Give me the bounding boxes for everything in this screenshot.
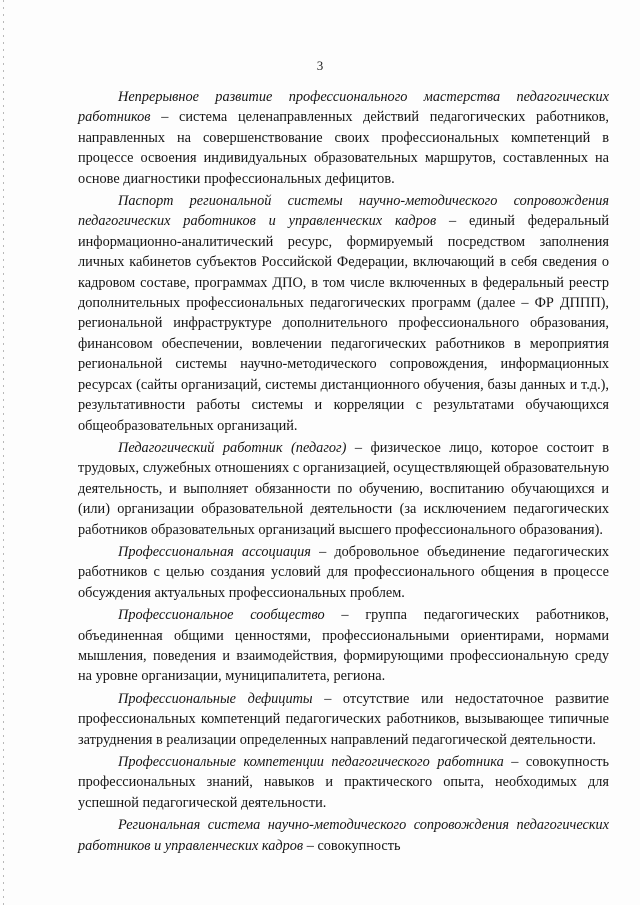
- definition-text: – совокупность профессиональных знаний, навыков и практического опыта, необходимых для успешной педагогической деятельности.: [78, 754, 610, 811]
- definition-paragraph: [78, 87, 609, 189]
- definition-text: – совокупность: [303, 837, 401, 854]
- definition-term: Непрерывное развитие профессионального мастерства педагогических работников: [78, 89, 609, 126]
- definition-paragraph: [78, 191, 609, 436]
- definition-paragraph: [78, 815, 609, 856]
- definition-paragraph: [78, 438, 609, 540]
- binding-edge-mark: [3, 0, 4, 905]
- definition-text: – добровольное объединение педагогических работников с целью создания условий для профессионального общения в процессе обсуждения актуальных профессиональных проблем.: [78, 543, 609, 601]
- definition-paragraph: [78, 605, 609, 687]
- page-number: 3: [316, 58, 324, 73]
- definition-paragraph: [78, 752, 609, 813]
- definition-term: Профессиональная ассоциация: [118, 543, 311, 560]
- definition-term: Профессиональные дефициты: [118, 690, 313, 707]
- definition-term: Профессиональные компетенции педагогического работника: [118, 754, 504, 770]
- definition-term: Паспорт региональной системы научно-методического сопровождения педагогических работников и управленческих кадров: [78, 193, 609, 230]
- definition-term: Профессиональное сообщество: [118, 607, 325, 624]
- definition-term: Педагогический работник (педагог): [118, 439, 347, 456]
- definition-text: – группа педагогических работников, объединенная общими ценностями, профессиональными ориентирами, нормами мышления, поведения и взаимодействия, формирующими профессиональную среду на уровне организации, муниципалитета, региона.: [78, 607, 609, 685]
- definition-paragraph: [78, 689, 609, 750]
- definition-text: – физическое лицо, которое состоит в трудовых, служебных отношениях с организацией, осуществляющей образовательную деятельность, и выполняет обязанности по обучению, воспитанию обучающихся и (или) организации образовательной деятельности (за исключением педагогических работников образовательных организаций высшего профессионального образования).: [78, 439, 609, 538]
- definition-text: – отсутствие или недостаточное развитие профессиональных компетенций педагогических работников, вызывающее типичные затруднения в реализации определенных направлений педагогической деятельности.: [78, 690, 610, 748]
- definition-paragraph: [78, 542, 609, 603]
- definition-text: – система целенаправленных действий педагогических работников, направленных на совершенствование своих профессиональных компетенций в процессе освоения индивидуальных образовательных маршрутов, составленных на основе диагностики профессиональных дефицитов.: [78, 109, 609, 187]
- definition-term: Региональная система научно-методического сопровождения педагогических работников и управленческих кадров: [78, 817, 609, 854]
- document-body: [78, 87, 609, 858]
- definition-text: – единый федеральный информационно-аналитический ресурс, формируемый посредством заполнения личных кабинетов субъектов Российской Федерации, включающий в себя сведения о кадровом составе, программах ДПО, в том числе включенных в федеральный реестр дополнительных профессиональных педагогических программ (далее – ФР ДППП), региональной инфраструктуре дополнительного профессионального образования, финансовом обеспечении, вовлечении педагогических работников в мероприятия региональной системы научно-методического сопровождения, информационных ресурсах (сайты организаций, системы дистанционного обучения, базы данных и т.д.), результативности работы системы и корреляции с результатами обучающихся общеобразовательных организаций.: [78, 213, 609, 434]
